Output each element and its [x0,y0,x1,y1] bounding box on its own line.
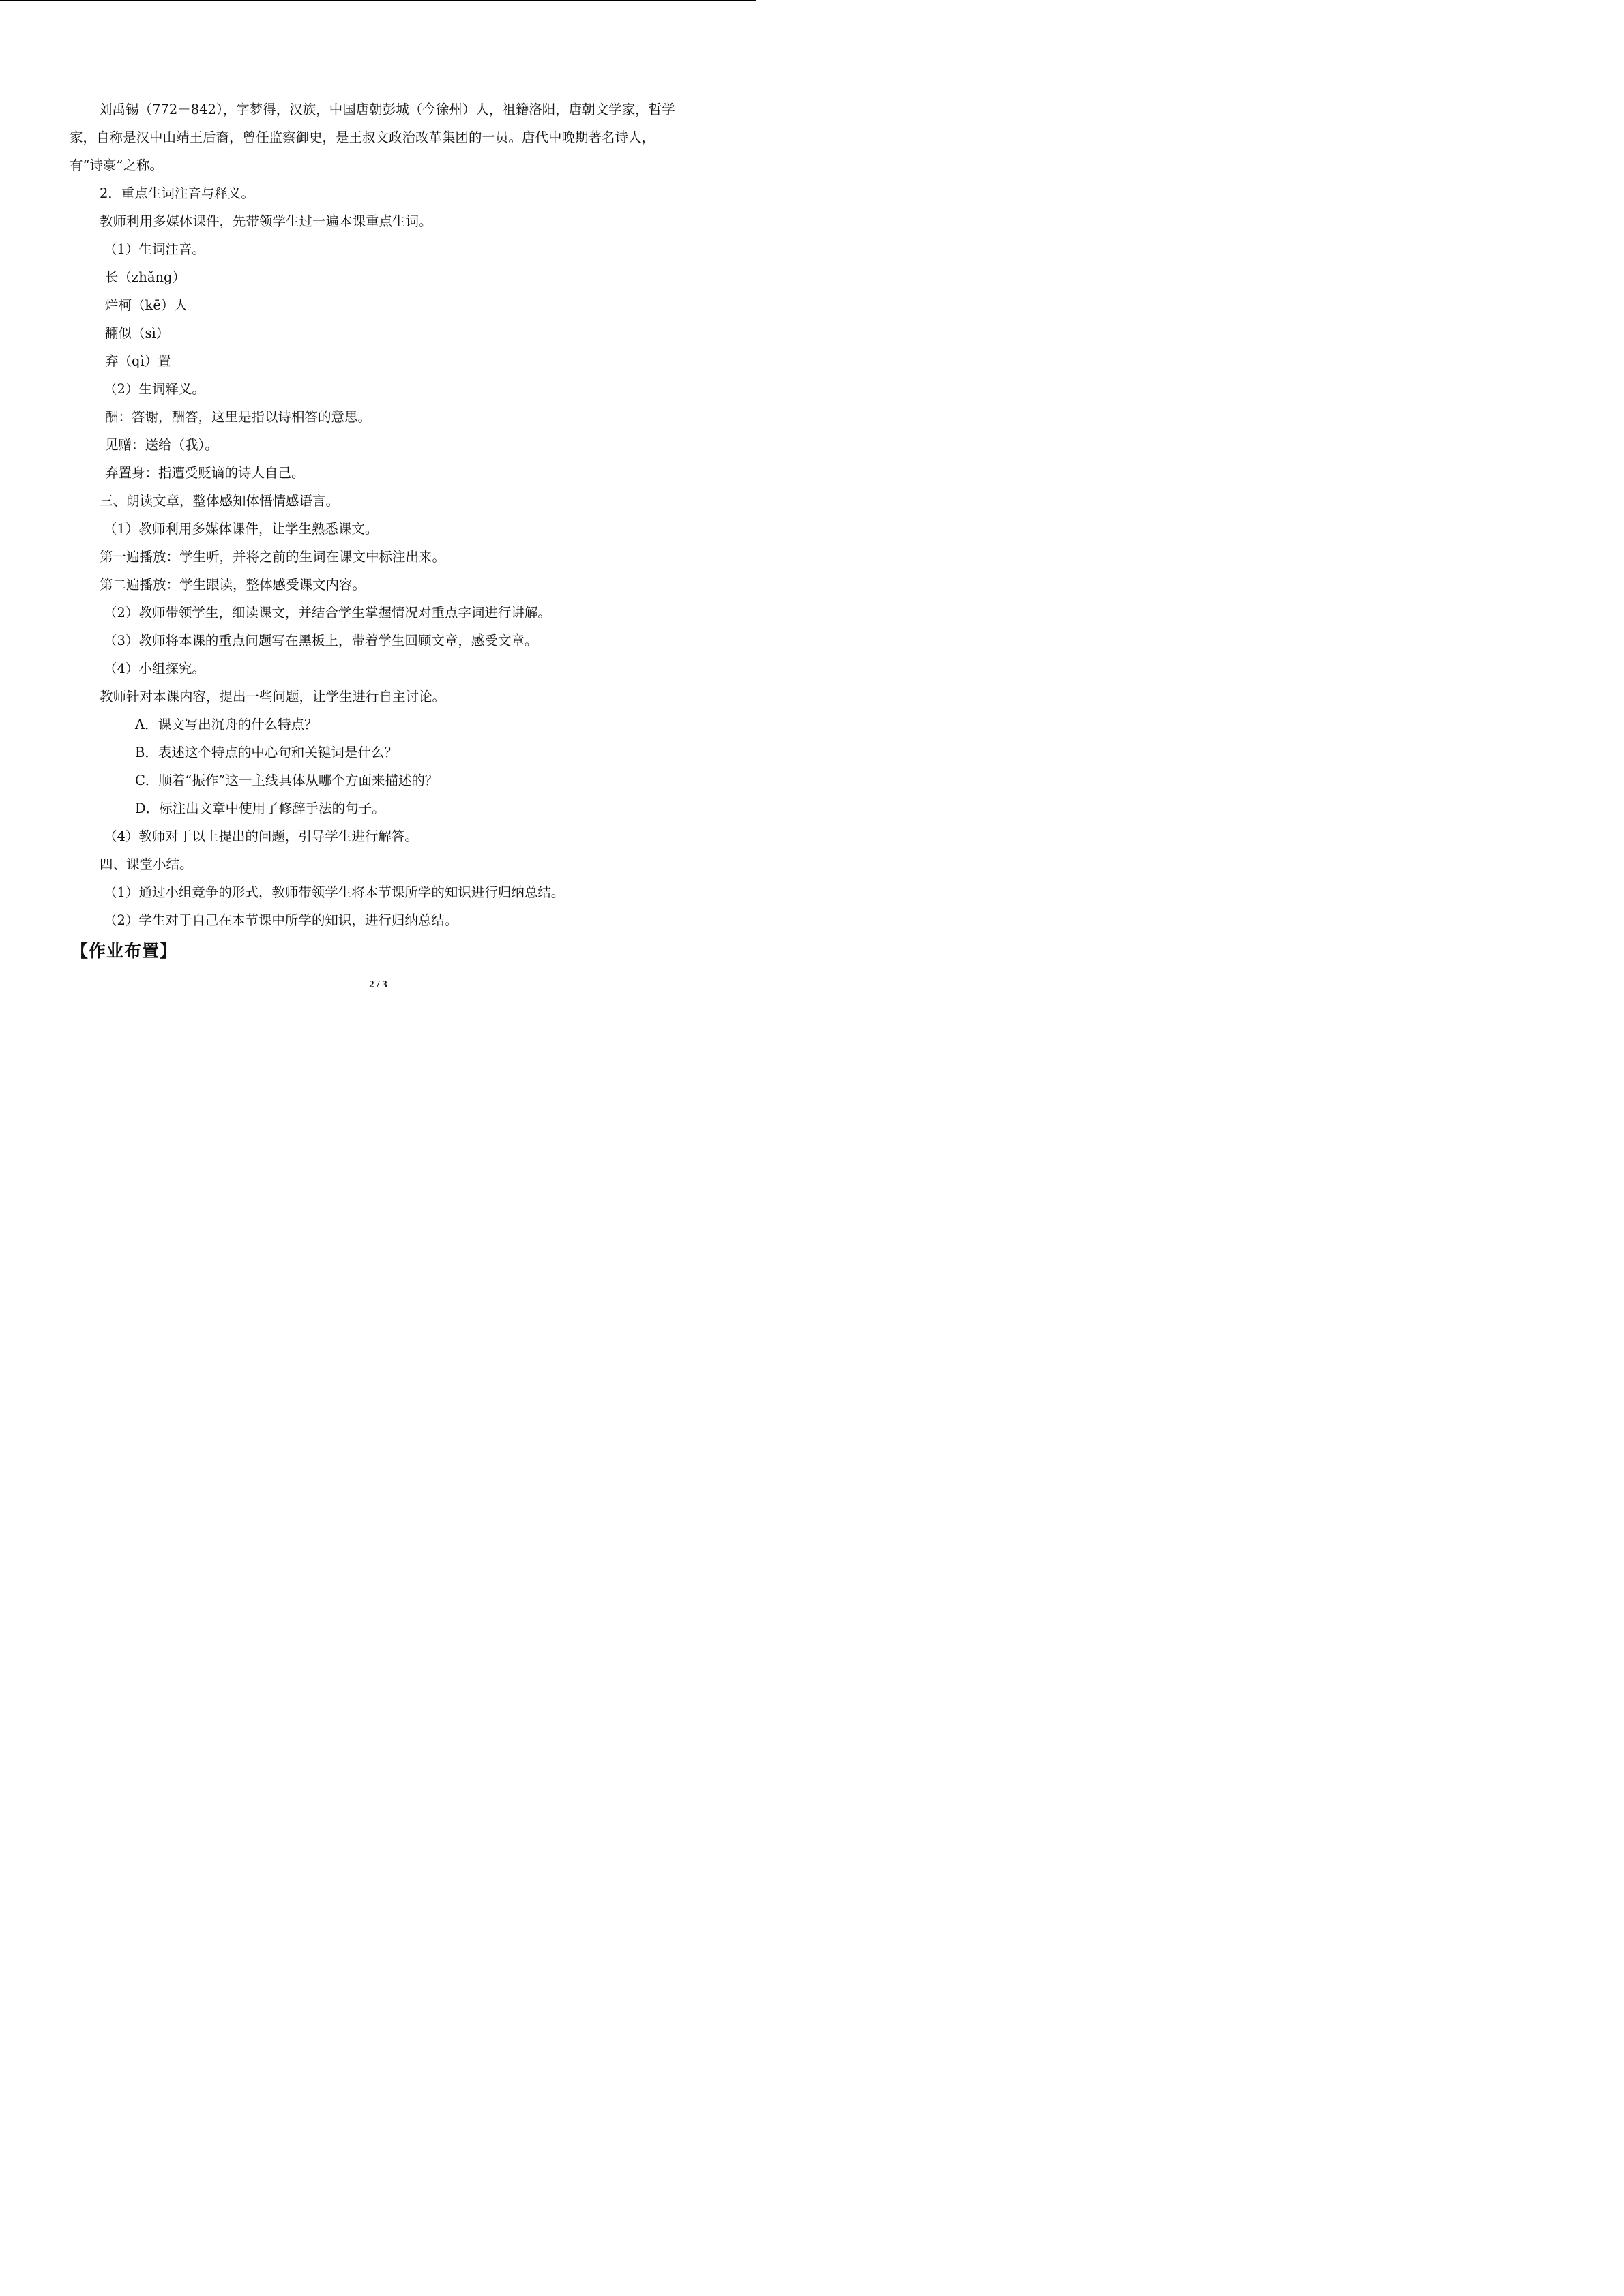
definition-item: 弃置身：指遭受贬谪的诗人自己。 [105,465,305,481]
vocab-item: 长（zhǎng） [105,269,186,285]
definition-item: 酬：答谢，酬答，这里是指以诗相答的意思。 [105,409,372,425]
top-border-line [0,0,756,1]
section-heading-summary: 四、课堂小结。 [100,856,193,872]
question-item: B．表述这个特点的中心句和关键词是什么？ [135,745,398,760]
homework-heading: 【作业布置】 [71,941,178,961]
paragraph: 教师利用多媒体课件，先带领学生过一遍本课重点生词。 [100,213,432,229]
list-item: （4）教师对于以上提出的问题，引导学生进行解答。 [104,829,418,844]
vocab-item: 翻似（sì） [105,325,170,341]
question-item: A．课文写出沉舟的什么特点？ [135,717,318,732]
list-item: （4）小组探究。 [104,661,205,676]
question-item: C．顺着“振作”这一主线具体从哪个方面来描述的？ [135,773,439,788]
list-item: （2）教师带领学生，细读课文，并结合学生掌握情况对重点字词进行讲解。 [104,605,551,621]
list-item: （1）通过小组竞争的形式，教师带领学生将本节课所学的知识进行归纳总结。 [104,884,565,900]
subheading-pronunciation: （1）生词注音。 [104,241,205,257]
paragraph: 教师针对本课内容，提出一些问题，让学生进行自主讨论。 [100,689,446,704]
paragraph: 第一遍播放：学生听，并将之前的生词在课文中标注出来。 [100,549,446,565]
list-item: （2）学生对于自己在本节课中所学的知识，进行归纳总结。 [104,912,458,928]
subheading-definitions: （2）生词释义。 [104,381,205,397]
list-item: （1）教师利用多媒体课件，让学生熟悉课文。 [104,521,379,537]
vocab-item: 烂柯（kē）人 [105,297,188,313]
list-item: （3）教师将本课的重点问题写在黑板上，带着学生回顾文章，感受文章。 [104,633,538,648]
author-bio-paragraph: 刘禹锡（772－842），字梦得，汉族，中国唐朝彭城（今徐州）人，祖籍洛阳，唐朝文学家，哲学家，自称是汉中山靖王后裔，曾任监察御史，是王叔文政治改革集团的一员。唐代中晚期著名诗人，有“诗豪”之称。 [70,102,675,173]
section-heading-reading: 三、朗读文章，整体感知体悟情感语言。 [100,493,340,509]
page-number: 2 / 3 [369,979,387,990]
paragraph: 第二遍播放：学生跟读，整体感受课文内容。 [100,577,366,593]
section-heading-vocabulary: 2．重点生词注音与释义。 [100,185,254,201]
question-item: D．标注出文章中使用了修辞手法的句子。 [135,801,385,816]
definition-item: 见赠：送给（我）。 [105,437,218,453]
document-body [70,95,683,934]
vocab-item: 弃（qì）置 [105,353,171,369]
